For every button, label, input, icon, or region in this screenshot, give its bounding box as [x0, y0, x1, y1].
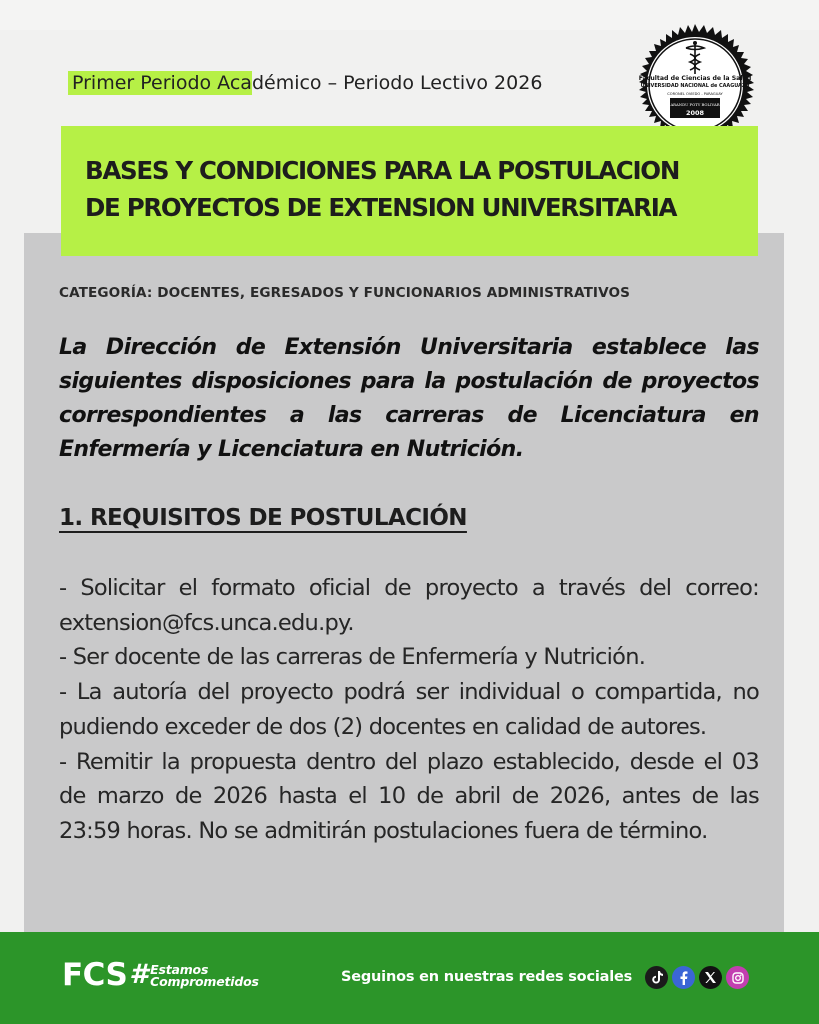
requirement-item: - Ser docente de las carreras de Enfermería y Nutrición.: [59, 644, 646, 671]
seal-line4: ARANDU POTY BOLIVAR: [670, 102, 720, 107]
social-follow-text: Seguinos en nuestras redes sociales: [341, 969, 633, 985]
period-rest: démico – Periodo Lectivo 2026: [251, 72, 543, 94]
requirement-item: - La autoría del proyecto podrá ser individual o compartida, no pudiendo exceder de dos (2) docentes en calidad de autores.: [59, 679, 759, 740]
seal-line3: CORONEL OVIEDO - PARAGUAY: [667, 92, 723, 96]
brand-fcs: FCS: [62, 957, 128, 993]
requirement-item: - Remitir la propuesta dentro del plazo establecido, desde el 03 de marzo de 2026 hasta el 10 de abril de 2026, antes de las 23:59 horas. No se admitirán postulaciones fuera de término.: [59, 748, 759, 844]
period-highlight: Primer Periodo Aca: [68, 71, 252, 95]
title-line-1: BASES Y CONDICIONES PARA LA POSTULACION: [85, 156, 680, 185]
intro-paragraph: La Dirección de Extensión Universitaria establece las siguientes disposiciones para la postulación de proyectos correspondientes a las carreras de Licenciatura en Enfermería y Licenciatura en Nutrición.: [59, 335, 759, 462]
title-line-2: DE PROYECTOS DE EXTENSION UNIVERSITARIA: [85, 193, 677, 222]
facebook-icon[interactable]: [672, 966, 695, 989]
x-icon[interactable]: [699, 966, 722, 989]
instagram-icon[interactable]: [726, 966, 749, 989]
seal-line2: UNIVERSIDAD NACIONAL de CAAGUAZÚ: [640, 83, 750, 89]
brand-tag-line1: Estamos: [150, 962, 209, 977]
title-banner: [61, 126, 758, 256]
category-label: CATEGORÍA: DOCENTES, EGRESADOS Y FUNCIONARIOS ADMINISTRATIVOS: [59, 285, 631, 301]
brand-tag-line2: Comprometidos: [150, 974, 259, 989]
requirements-list: [59, 571, 759, 849]
requirement-item: - Solicitar el formato oficial de proyecto a través del correo: extension@fcs.unca.edu.py.: [59, 575, 759, 636]
section-heading: 1. REQUISITOS DE POSTULACIÓN: [59, 505, 467, 531]
tiktok-icon[interactable]: [645, 966, 668, 989]
social-icons: [645, 966, 749, 989]
brand-tagline: [150, 964, 259, 988]
seal-line1: Facultad de Ciencias de la Salud: [638, 75, 752, 82]
brand-hash: #: [129, 959, 149, 990]
brand-logo: [62, 958, 259, 992]
seal-year: 2008: [685, 109, 705, 117]
period-header: [68, 68, 542, 98]
